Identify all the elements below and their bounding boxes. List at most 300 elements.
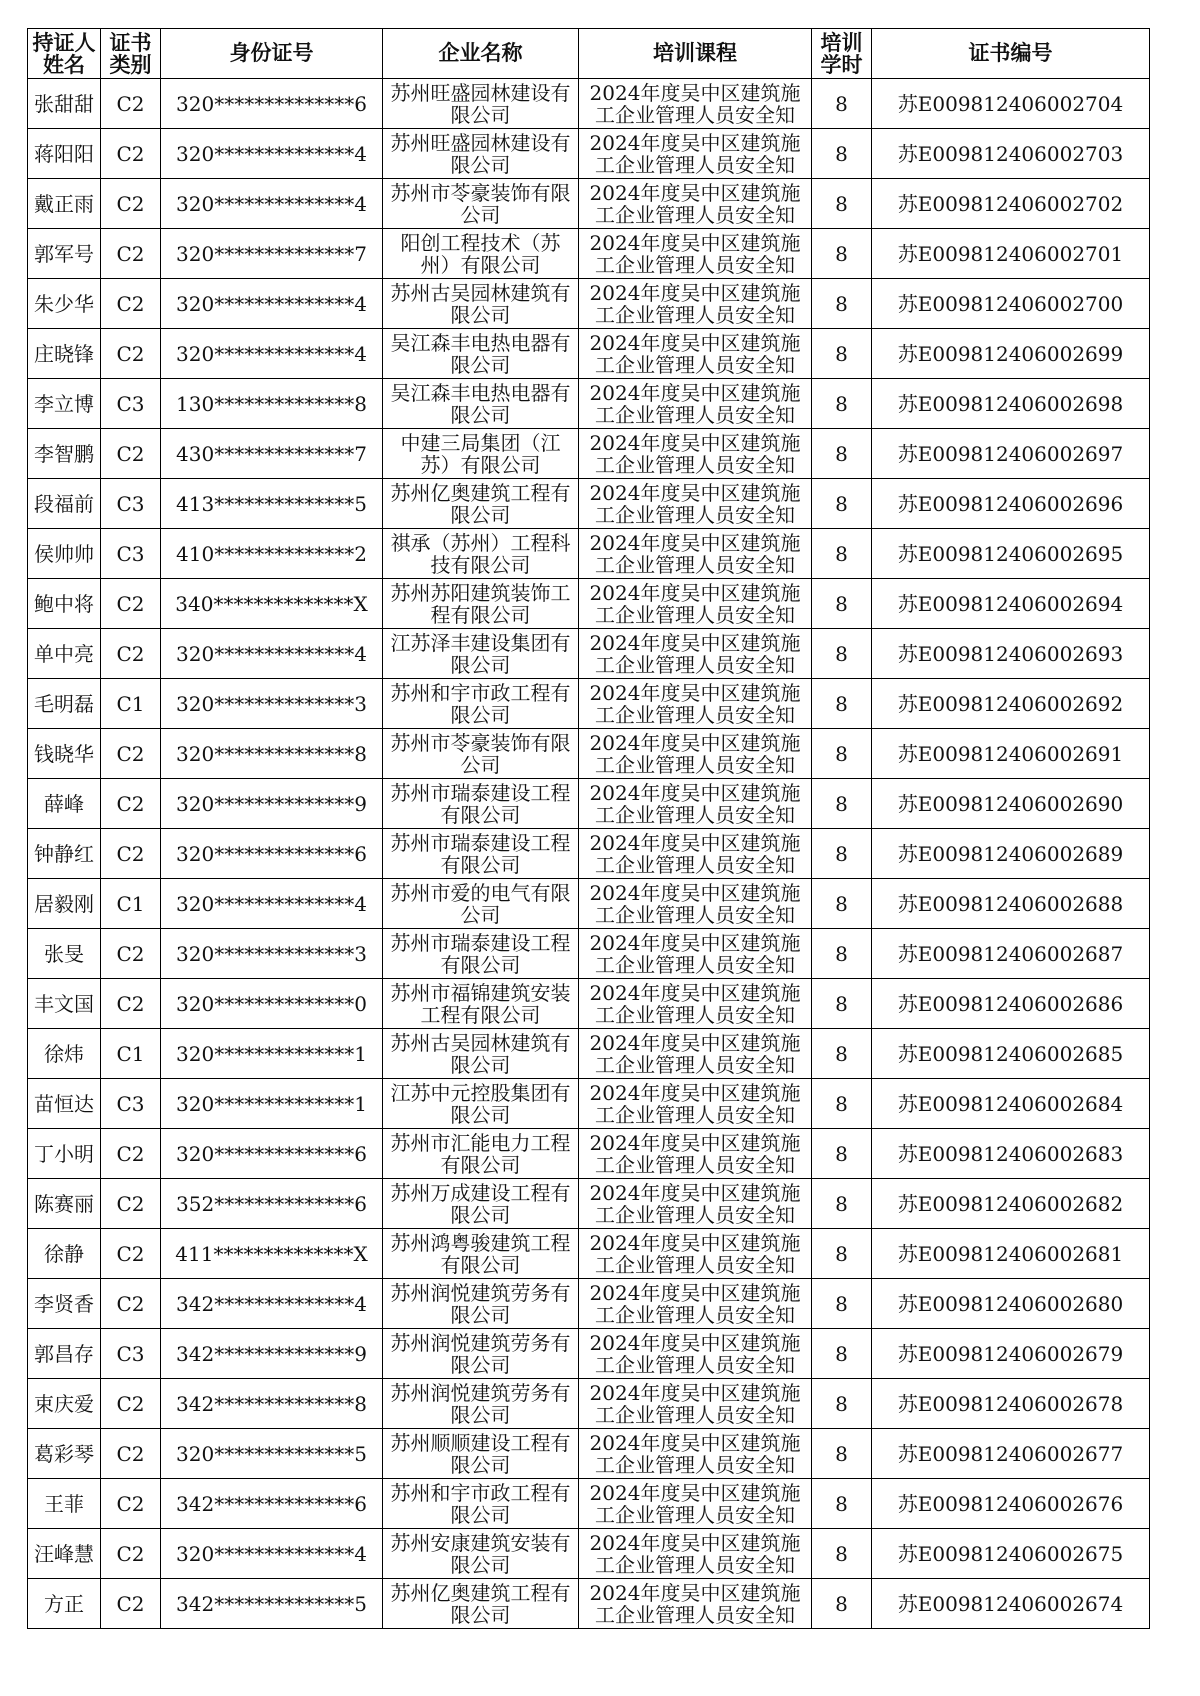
table-row [28, 1129, 1150, 1179]
training-course-cell-text: 2024年度吴中区建筑施工企业管理人员安全知 [589, 1430, 801, 1477]
cert-category-cell: C2 [101, 629, 161, 679]
training-hours-cell: 8 [812, 1229, 872, 1279]
training-hours-cell: 8 [812, 729, 872, 779]
cert-category-cell: C2 [101, 79, 161, 129]
training-course-cell-text: 2024年度吴中区建筑施工企业管理人员安全知 [589, 680, 801, 727]
holder-name-cell: 张旻 [28, 929, 101, 979]
cert-number-cell: 苏E009812406002698 [872, 379, 1150, 429]
training-hours-cell: 8 [812, 879, 872, 929]
training-course-cell-text: 2024年度吴中区建筑施工企业管理人员安全知 [589, 1230, 801, 1277]
company-name-cell-text: 苏州市汇能电力工程有限公司 [390, 1130, 571, 1177]
training-course-cell [579, 1579, 812, 1629]
cert-number-cell: 苏E009812406002694 [872, 579, 1150, 629]
cert-number-cell: 苏E009812406002695 [872, 529, 1150, 579]
holder-name-cell: 段福前 [28, 479, 101, 529]
table-row [28, 429, 1150, 479]
training-course-cell-text: 2024年度吴中区建筑施工企业管理人员安全知 [589, 1030, 801, 1077]
table-row [28, 329, 1150, 379]
cert-category-cell: C2 [101, 1579, 161, 1629]
company-name-cell [383, 1329, 579, 1379]
table-row [28, 929, 1150, 979]
cert-number-cell: 苏E009812406002682 [872, 1179, 1150, 1229]
cert-category-cell: C1 [101, 679, 161, 729]
company-name-cell [383, 879, 579, 929]
cert-number-cell: 苏E009812406002686 [872, 979, 1150, 1029]
company-name-cell-text: 中建三局集团（江苏）有限公司 [400, 430, 561, 477]
training-course-cell-text: 2024年度吴中区建筑施工企业管理人员安全知 [589, 80, 801, 127]
cert-number-cell: 苏E009812406002677 [872, 1429, 1150, 1479]
holder-name-cell: 丁小明 [28, 1129, 101, 1179]
cert-category-cell: C3 [101, 1329, 161, 1379]
cert-category-cell: C2 [101, 1379, 161, 1429]
cert-number-cell: 苏E009812406002679 [872, 1329, 1150, 1379]
table-row [28, 179, 1150, 229]
training-hours-cell: 8 [812, 1129, 872, 1179]
company-name-cell [383, 1229, 579, 1279]
company-name-cell [383, 1579, 579, 1629]
training-course-cell [579, 1129, 812, 1179]
table-row [28, 279, 1150, 329]
holder-name-cell: 徐静 [28, 1229, 101, 1279]
id-number-cell: 411**************X [161, 1229, 383, 1279]
training-course-cell-text: 2024年度吴中区建筑施工企业管理人员安全知 [589, 1580, 801, 1627]
holder-name-cell: 李立博 [28, 379, 101, 429]
training-course-cell [579, 929, 812, 979]
table-row [28, 1029, 1150, 1079]
company-name-cell-text: 江苏中元控股集团有限公司 [390, 1080, 571, 1127]
table-row [28, 879, 1150, 929]
table-row [28, 629, 1150, 679]
header-cert-category: 证书类别 [101, 29, 161, 79]
company-name-cell-text: 苏州和宇市政工程有限公司 [390, 1480, 571, 1527]
training-hours-cell: 8 [812, 379, 872, 429]
training-course-cell-text: 2024年度吴中区建筑施工企业管理人员安全知 [589, 980, 801, 1027]
training-course-cell [579, 1179, 812, 1229]
company-name-cell-text: 吴江森丰电热电器有限公司 [390, 330, 571, 377]
company-name-cell-text: 苏州旺盛园林建设有限公司 [390, 130, 571, 177]
table-row [28, 979, 1150, 1029]
company-name-cell-text: 苏州市爱的电气有限公司 [390, 880, 571, 927]
training-course-cell-text: 2024年度吴中区建筑施工企业管理人员安全知 [589, 430, 801, 477]
id-number-cell: 130**************8 [161, 379, 383, 429]
training-course-cell [579, 1029, 812, 1079]
training-course-cell-text: 2024年度吴中区建筑施工企业管理人员安全知 [589, 1080, 801, 1127]
training-course-cell [579, 779, 812, 829]
cert-category-cell: C2 [101, 1129, 161, 1179]
table-row [28, 479, 1150, 529]
training-hours-cell: 8 [812, 929, 872, 979]
cert-category-cell: C2 [101, 979, 161, 1029]
table-row [28, 529, 1150, 579]
cert-number-cell: 苏E009812406002702 [872, 179, 1150, 229]
table-body [28, 79, 1150, 1629]
id-number-cell: 320**************4 [161, 1529, 383, 1579]
company-name-cell [383, 229, 579, 279]
cert-category-cell: C2 [101, 579, 161, 629]
training-course-cell [579, 1079, 812, 1129]
cert-number-cell: 苏E009812406002685 [872, 1029, 1150, 1079]
training-course-cell [579, 279, 812, 329]
certificate-table [27, 28, 1150, 1629]
holder-name-cell: 李智鹏 [28, 429, 101, 479]
holder-name-cell: 徐炜 [28, 1029, 101, 1079]
training-hours-cell: 8 [812, 779, 872, 829]
id-number-cell: 430**************7 [161, 429, 383, 479]
company-name-cell-text: 苏州市瑞泰建设工程有限公司 [390, 780, 571, 827]
company-name-cell-text: 苏州和宇市政工程有限公司 [390, 680, 571, 727]
cert-number-cell: 苏E009812406002696 [872, 479, 1150, 529]
training-course-cell-text: 2024年度吴中区建筑施工企业管理人员安全知 [589, 580, 801, 627]
cert-category-cell: C2 [101, 929, 161, 979]
table-row [28, 779, 1150, 829]
cert-category-cell: C2 [101, 1179, 161, 1229]
cert-category-cell: C1 [101, 879, 161, 929]
training-course-cell [579, 1279, 812, 1329]
holder-name-cell: 居毅刚 [28, 879, 101, 929]
cert-number-cell: 苏E009812406002701 [872, 229, 1150, 279]
cert-category-cell: C2 [101, 1279, 161, 1329]
company-name-cell [383, 1379, 579, 1429]
id-number-cell: 320**************3 [161, 929, 383, 979]
training-hours-cell: 8 [812, 279, 872, 329]
cert-category-cell: C3 [101, 379, 161, 429]
training-hours-cell: 8 [812, 479, 872, 529]
cert-number-cell: 苏E009812406002676 [872, 1479, 1150, 1529]
company-name-cell [383, 829, 579, 879]
training-course-cell [579, 679, 812, 729]
holder-name-cell: 李贤香 [28, 1279, 101, 1329]
training-course-cell [579, 1379, 812, 1429]
table-row [28, 1179, 1150, 1229]
training-hours-cell: 8 [812, 1279, 872, 1329]
cert-number-cell: 苏E009812406002700 [872, 279, 1150, 329]
training-course-cell [579, 1479, 812, 1529]
training-hours-cell: 8 [812, 1429, 872, 1479]
company-name-cell-text: 苏州市苓豪装饰有限公司 [390, 730, 571, 777]
table-row [28, 829, 1150, 879]
training-course-cell [579, 829, 812, 879]
holder-name-cell: 苗恒达 [28, 1079, 101, 1129]
training-hours-cell: 8 [812, 829, 872, 879]
company-name-cell [383, 379, 579, 429]
cert-category-cell: C2 [101, 729, 161, 779]
id-number-cell: 342**************5 [161, 1579, 383, 1629]
company-name-cell [383, 929, 579, 979]
training-hours-cell: 8 [812, 979, 872, 1029]
cert-number-cell: 苏E009812406002680 [872, 1279, 1150, 1329]
cert-category-cell: C2 [101, 329, 161, 379]
id-number-cell: 320**************4 [161, 279, 383, 329]
training-hours-cell: 8 [812, 179, 872, 229]
holder-name-cell: 钱晓华 [28, 729, 101, 779]
id-number-cell: 320**************4 [161, 629, 383, 679]
training-course-cell-text: 2024年度吴中区建筑施工企业管理人员安全知 [589, 880, 801, 927]
cert-number-cell: 苏E009812406002675 [872, 1529, 1150, 1579]
company-name-cell [383, 279, 579, 329]
id-number-cell: 320**************4 [161, 129, 383, 179]
table-row [28, 1079, 1150, 1129]
table-row [28, 229, 1150, 279]
training-hours-cell: 8 [812, 1079, 872, 1129]
training-course-cell [579, 729, 812, 779]
cert-number-cell: 苏E009812406002690 [872, 779, 1150, 829]
id-number-cell: 320**************9 [161, 779, 383, 829]
table-row [28, 679, 1150, 729]
company-name-cell-text: 苏州润悦建筑劳务有限公司 [390, 1280, 571, 1327]
id-number-cell: 320**************4 [161, 329, 383, 379]
company-name-cell-text: 苏州古吴园林建筑有限公司 [390, 1030, 571, 1077]
training-course-cell-text: 2024年度吴中区建筑施工企业管理人员安全知 [589, 1280, 801, 1327]
table-row [28, 1429, 1150, 1479]
company-name-cell [383, 479, 579, 529]
cert-category-cell: C2 [101, 129, 161, 179]
training-course-cell-text: 2024年度吴中区建筑施工企业管理人员安全知 [589, 230, 801, 277]
company-name-cell [383, 1029, 579, 1079]
cert-category-cell: C3 [101, 529, 161, 579]
company-name-cell-text: 苏州苏阳建筑装饰工程有限公司 [390, 580, 571, 627]
company-name-cell-text: 阳创工程技术（苏州）有限公司 [400, 230, 561, 277]
training-course-cell [579, 1429, 812, 1479]
table-row [28, 579, 1150, 629]
table-row [28, 379, 1150, 429]
training-course-cell [579, 229, 812, 279]
training-hours-cell: 8 [812, 1329, 872, 1379]
id-number-cell: 340**************X [161, 579, 383, 629]
training-course-cell-text: 2024年度吴中区建筑施工企业管理人员安全知 [589, 930, 801, 977]
company-name-cell-text: 祺承（苏州）工程科技有限公司 [390, 530, 571, 577]
company-name-cell-text: 苏州旺盛园林建设有限公司 [390, 80, 571, 127]
holder-name-cell: 侯帅帅 [28, 529, 101, 579]
holder-name-cell: 戴正雨 [28, 179, 101, 229]
company-name-cell-text: 苏州润悦建筑劳务有限公司 [390, 1380, 571, 1427]
training-course-cell-text: 2024年度吴中区建筑施工企业管理人员安全知 [589, 730, 801, 777]
holder-name-cell: 庄晓锋 [28, 329, 101, 379]
training-hours-cell: 8 [812, 1479, 872, 1529]
company-name-cell [383, 329, 579, 379]
company-name-cell [383, 429, 579, 479]
company-name-cell-text: 江苏泽丰建设集团有限公司 [390, 630, 571, 677]
table-row [28, 1279, 1150, 1329]
company-name-cell-text: 苏州润悦建筑劳务有限公司 [390, 1330, 571, 1377]
training-hours-cell: 8 [812, 79, 872, 129]
company-name-cell [383, 1279, 579, 1329]
training-course-cell [579, 529, 812, 579]
training-course-cell [579, 129, 812, 179]
table-row [28, 79, 1150, 129]
training-hours-cell: 8 [812, 1529, 872, 1579]
holder-name-cell: 方正 [28, 1579, 101, 1629]
company-name-cell-text: 吴江森丰电热电器有限公司 [390, 380, 571, 427]
company-name-cell [383, 779, 579, 829]
cert-category-cell: C3 [101, 1079, 161, 1129]
id-number-cell: 413**************5 [161, 479, 383, 529]
cert-number-cell: 苏E009812406002704 [872, 79, 1150, 129]
cert-number-cell: 苏E009812406002683 [872, 1129, 1150, 1179]
training-course-cell-text: 2024年度吴中区建筑施工企业管理人员安全知 [589, 480, 801, 527]
company-name-cell [383, 729, 579, 779]
id-number-cell: 320**************3 [161, 679, 383, 729]
holder-name-cell: 郭军号 [28, 229, 101, 279]
cert-number-cell: 苏E009812406002684 [872, 1079, 1150, 1129]
header-cert-number: 证书编号 [872, 29, 1150, 79]
company-name-cell [383, 129, 579, 179]
training-course-cell-text: 2024年度吴中区建筑施工企业管理人员安全知 [589, 330, 801, 377]
training-course-cell [579, 979, 812, 1029]
training-course-cell [579, 179, 812, 229]
training-course-cell-text: 2024年度吴中区建筑施工企业管理人员安全知 [589, 180, 801, 227]
training-course-cell-text: 2024年度吴中区建筑施工企业管理人员安全知 [589, 1530, 801, 1577]
company-name-cell-text: 苏州古吴园林建筑有限公司 [390, 280, 571, 327]
company-name-cell-text: 苏州顺顺建设工程有限公司 [390, 1430, 571, 1477]
holder-name-cell: 鲍中将 [28, 579, 101, 629]
training-course-cell [579, 629, 812, 679]
table-row [28, 729, 1150, 779]
holder-name-cell: 郭昌存 [28, 1329, 101, 1379]
holder-name-cell: 丰文国 [28, 979, 101, 1029]
id-number-cell: 342**************6 [161, 1479, 383, 1529]
id-number-cell: 320**************6 [161, 829, 383, 879]
training-hours-cell: 8 [812, 1179, 872, 1229]
id-number-cell: 352**************6 [161, 1179, 383, 1229]
company-name-cell [383, 1129, 579, 1179]
cert-category-cell: C2 [101, 1529, 161, 1579]
holder-name-cell: 薛峰 [28, 779, 101, 829]
cert-number-cell: 苏E009812406002687 [872, 929, 1150, 979]
table-row [28, 1579, 1150, 1629]
id-number-cell: 410**************2 [161, 529, 383, 579]
holder-name-cell: 朱少华 [28, 279, 101, 329]
id-number-cell: 320**************1 [161, 1079, 383, 1129]
company-name-cell [383, 1479, 579, 1529]
training-hours-cell: 8 [812, 1579, 872, 1629]
training-course-cell [579, 79, 812, 129]
cert-category-cell: C2 [101, 1479, 161, 1529]
cert-category-cell: C2 [101, 1229, 161, 1279]
cert-number-cell: 苏E009812406002693 [872, 629, 1150, 679]
id-number-cell: 320**************4 [161, 879, 383, 929]
company-name-cell [383, 679, 579, 729]
training-hours-cell: 8 [812, 429, 872, 479]
training-course-cell-text: 2024年度吴中区建筑施工企业管理人员安全知 [589, 130, 801, 177]
training-hours-cell: 8 [812, 129, 872, 179]
training-course-cell-text: 2024年度吴中区建筑施工企业管理人员安全知 [589, 830, 801, 877]
holder-name-cell: 汪峰慧 [28, 1529, 101, 1579]
id-number-cell: 342**************8 [161, 1379, 383, 1429]
company-name-cell-text: 苏州市瑞泰建设工程有限公司 [390, 830, 571, 877]
training-course-cell [579, 1529, 812, 1579]
header-row [28, 29, 1150, 79]
holder-name-cell: 钟静红 [28, 829, 101, 879]
id-number-cell: 320**************5 [161, 1429, 383, 1479]
cert-category-cell: C2 [101, 429, 161, 479]
id-number-cell: 320**************7 [161, 229, 383, 279]
table-row [28, 1379, 1150, 1429]
company-name-cell [383, 1179, 579, 1229]
header-company-name: 企业名称 [383, 29, 579, 79]
company-name-cell-text: 苏州市苓豪装饰有限公司 [390, 180, 571, 227]
cert-number-cell: 苏E009812406002703 [872, 129, 1150, 179]
cert-number-cell: 苏E009812406002681 [872, 1229, 1150, 1279]
training-course-cell-text: 2024年度吴中区建筑施工企业管理人员安全知 [589, 630, 801, 677]
training-course-cell [579, 1229, 812, 1279]
id-number-cell: 320**************6 [161, 79, 383, 129]
company-name-cell [383, 1429, 579, 1479]
cert-number-cell: 苏E009812406002692 [872, 679, 1150, 729]
cert-category-cell: C2 [101, 179, 161, 229]
training-course-cell-text: 2024年度吴中区建筑施工企业管理人员安全知 [589, 1180, 801, 1227]
id-number-cell: 320**************8 [161, 729, 383, 779]
cert-category-cell: C2 [101, 229, 161, 279]
training-course-cell [579, 1329, 812, 1379]
table-row [28, 129, 1150, 179]
cert-number-cell: 苏E009812406002674 [872, 1579, 1150, 1629]
company-name-cell-text: 苏州市瑞泰建设工程有限公司 [390, 930, 571, 977]
holder-name-cell: 毛明磊 [28, 679, 101, 729]
cert-number-cell: 苏E009812406002699 [872, 329, 1150, 379]
training-hours-cell: 8 [812, 229, 872, 279]
company-name-cell [383, 79, 579, 129]
company-name-cell [383, 629, 579, 679]
training-course-cell [579, 329, 812, 379]
cert-category-cell: C2 [101, 779, 161, 829]
training-course-cell-text: 2024年度吴中区建筑施工企业管理人员安全知 [589, 530, 801, 577]
company-name-cell-text: 苏州亿奥建筑工程有限公司 [390, 480, 571, 527]
training-course-cell-text: 2024年度吴中区建筑施工企业管理人员安全知 [589, 1330, 801, 1377]
company-name-cell [383, 579, 579, 629]
training-course-cell [579, 379, 812, 429]
cert-category-cell: C2 [101, 1429, 161, 1479]
cert-category-cell: C2 [101, 829, 161, 879]
cert-number-cell: 苏E009812406002688 [872, 879, 1150, 929]
cert-category-cell: C2 [101, 279, 161, 329]
id-number-cell: 342**************9 [161, 1329, 383, 1379]
table-row [28, 1329, 1150, 1379]
training-hours-cell: 8 [812, 529, 872, 579]
company-name-cell [383, 179, 579, 229]
cert-category-cell: C3 [101, 479, 161, 529]
holder-name-cell: 陈赛丽 [28, 1179, 101, 1229]
company-name-cell-text: 苏州鸿粤骏建筑工程有限公司 [390, 1230, 571, 1277]
table-row [28, 1529, 1150, 1579]
company-name-cell [383, 529, 579, 579]
training-course-cell [579, 479, 812, 529]
company-name-cell-text: 苏州亿奥建筑工程有限公司 [390, 1580, 571, 1627]
header-training-hours: 培训学时 [812, 29, 872, 79]
company-name-cell [383, 1079, 579, 1129]
company-name-cell-text: 苏州市福锦建筑安装工程有限公司 [390, 980, 571, 1027]
training-course-cell-text: 2024年度吴中区建筑施工企业管理人员安全知 [589, 1130, 801, 1177]
holder-name-cell: 张甜甜 [28, 79, 101, 129]
table-row [28, 1229, 1150, 1279]
header-id-number: 身份证号 [161, 29, 383, 79]
training-course-cell-text: 2024年度吴中区建筑施工企业管理人员安全知 [589, 380, 801, 427]
id-number-cell: 320**************0 [161, 979, 383, 1029]
holder-name-cell: 单中亮 [28, 629, 101, 679]
company-name-cell [383, 979, 579, 1029]
cert-number-cell: 苏E009812406002689 [872, 829, 1150, 879]
cert-number-cell: 苏E009812406002678 [872, 1379, 1150, 1429]
training-hours-cell: 8 [812, 1379, 872, 1429]
table-row [28, 1479, 1150, 1529]
training-hours-cell: 8 [812, 1029, 872, 1079]
holder-name-cell: 王菲 [28, 1479, 101, 1529]
training-course-cell [579, 429, 812, 479]
company-name-cell-text: 苏州安康建筑安装有限公司 [390, 1530, 571, 1577]
cert-number-cell: 苏E009812406002691 [872, 729, 1150, 779]
cert-number-cell: 苏E009812406002697 [872, 429, 1150, 479]
id-number-cell: 342**************4 [161, 1279, 383, 1329]
id-number-cell: 320**************6 [161, 1129, 383, 1179]
